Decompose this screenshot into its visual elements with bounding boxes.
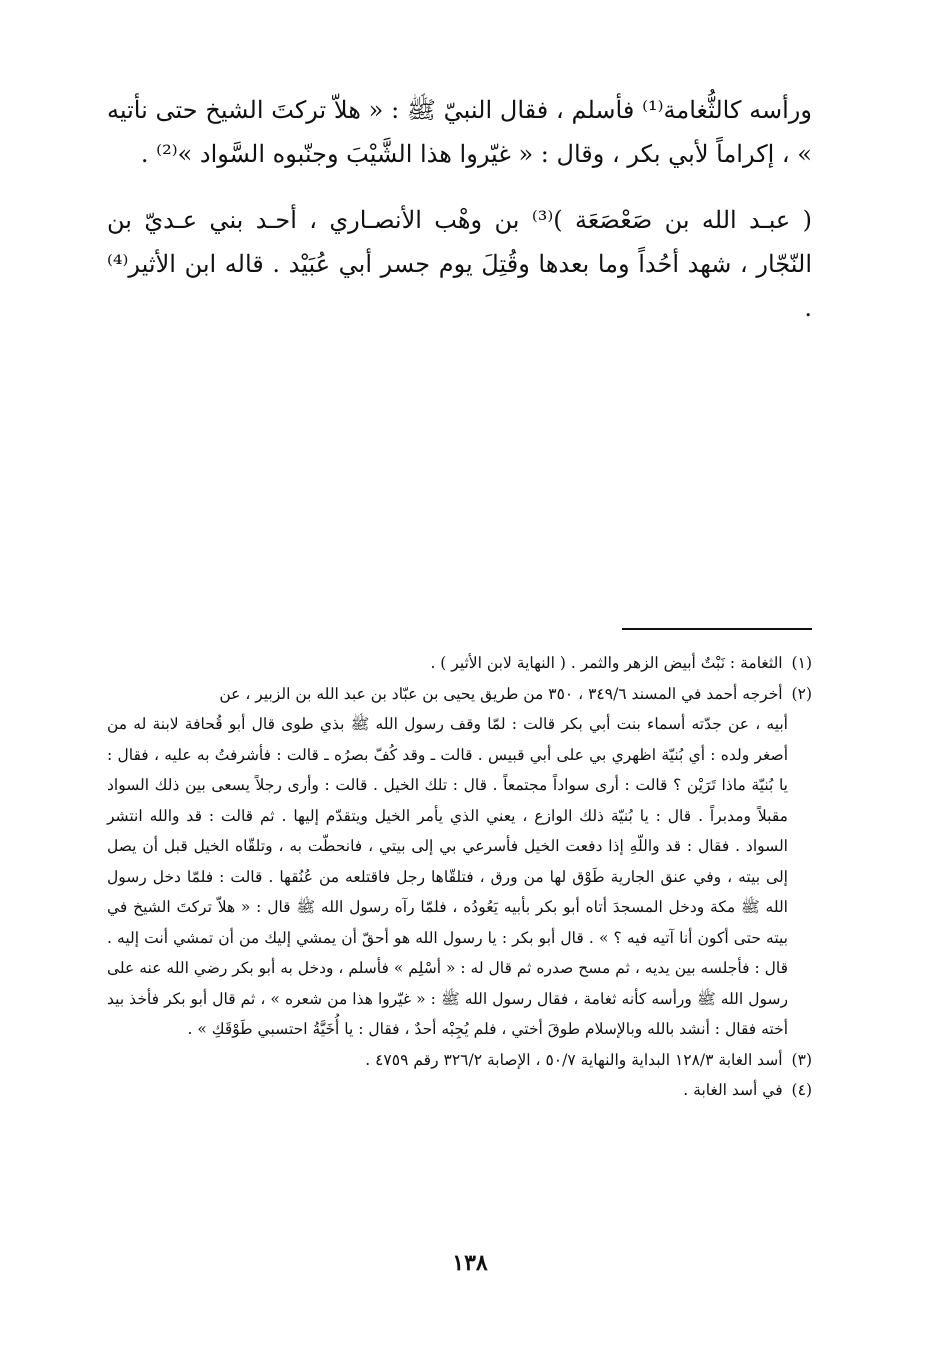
main-paragraph: ( عبـد الله بن صَعْصَعَة )⁽³⁾ بن وهْب الأنصـاري ، أحـد بني عـديّ بن النّجّار ، شهد أحُداً وما بعدها وقُتِلَ يوم جسر أبي عُبَيْد . قاله ابن الأثير⁽⁴⁾ . — [107, 206, 812, 322]
footnote-3 — [107, 1045, 812, 1076]
footnote-separator — [622, 628, 812, 630]
footnote-text: أخرجه أحمد في المسند ٣٤٩/٦ ، ٣٥٠ من طريق يحيى بن عبّاد بن عبد الله بن الزبير ، عن — [219, 684, 783, 703]
footnote-4 — [107, 1075, 812, 1106]
main-paragraph: ورأسه كالثُّغامة⁽¹⁾ فأسلم ، فقال النبيّ ﷺ : « هلاّ تركتَ الشيخ حتى نأتيه » ، إكراماً لأبي بكر ، وقال : « غيّروا هذا الشَّيْبَ وجنّبوه السَّواد »⁽²⁾ . — [107, 96, 812, 168]
footnote-text: الثغامة : نَبْتٌ أبيض الزهر والثمر . ( النهاية لابن الأثير ) . — [430, 654, 783, 672]
footnote-text: أسد الغابة ١٢٨/٣ البداية والنهاية ٥٠/٧ ، الإصابة ٣٢٦/٢ رقم ٤٧٥٩ . — [365, 1050, 783, 1069]
footnote-1 — [107, 648, 812, 679]
footnotes — [107, 648, 812, 1106]
page-number: ١٣٨ — [452, 1250, 488, 1276]
footnote-text-continued: أبيه ، عن جدّته أسماء بنت أبي بكر قالت : لمّا وقف رسول الله ﷺ بذي طوى قال أبو قُحافة لابنة له من أصغر ولده : أي بُنيّة اظهري بي على أبي قبيس . قالت ـ وقد كُفّ بصرُه ـ قالت : فأشرفتُ به عليه ، فقال : يا بُنيّة ماذا تَرَيْن ؟ قالت : أرى سواداً مجتمعاً . قال : تلك الخيل . قالت : وأرى رجلاً يسعى بين ذلك السواد مقبلاً ومدبراً . قال : يا بُنيّة ذلك الوازع ، يعني الذي يأمر الخيل ويتقدّم إليها . ثم قالت : قد والله انتشر السواد . فقال : قد واللّهِ إذا دفعت الخيل فأسرعي بي إلى بيتي ، فانحطّت به ، وتلقّاه الخيل قبل أن يصل إلى بيته ، وفي عنق الجارية طَوْق لها من ورق ، فتلقّاها رجل فاقتلعه من عُنُقها . قالت : فلمّا دخل رسول الله ﷺ مكة ودخل المسجدَ أتاه أبو بكر بأبيه يَعُودُه ، فلمّا رآه رسول الله ﷺ قال : « هلاّ تركتَ الشيخ في بيته حتى أكون أنا آتيه فيه ؟ » . قال أبو بكر : يا رسول الله هو أحقّ أن يمشي إليك من أن تمشي أنت إليه . قال : فأجلسه بين يديه ، ثم مسح صدره ثم قال له : « أسْلِم » فأسلم ، ودخل به أبو بكر رضي الله عنه على رسول الله ﷺ ورأسه كأنه ثغامة ، فقال رسول الله ﷺ : « غيّروا هذا من شعره » ، ثم قال أبو بكر فأخذ بيد أخته فقال : أنشد بالله وبالإسلام طوقَ أختي ، فلم يُجِبْه أحدٌ ، فقال : يا أُخَيَّةُ احتسبي طَوْقَكِ » . — [107, 715, 788, 1038]
footnote-number: (١) — [791, 654, 812, 672]
footnote-number: (٤) — [791, 1081, 812, 1099]
footnote-text: في أسد الغابة . — [683, 1081, 783, 1099]
footnote-number: (٢) — [791, 684, 812, 703]
footnote-number: (٣) — [791, 1050, 812, 1069]
footnote-2 — [107, 679, 812, 1045]
main-text — [107, 88, 812, 352]
